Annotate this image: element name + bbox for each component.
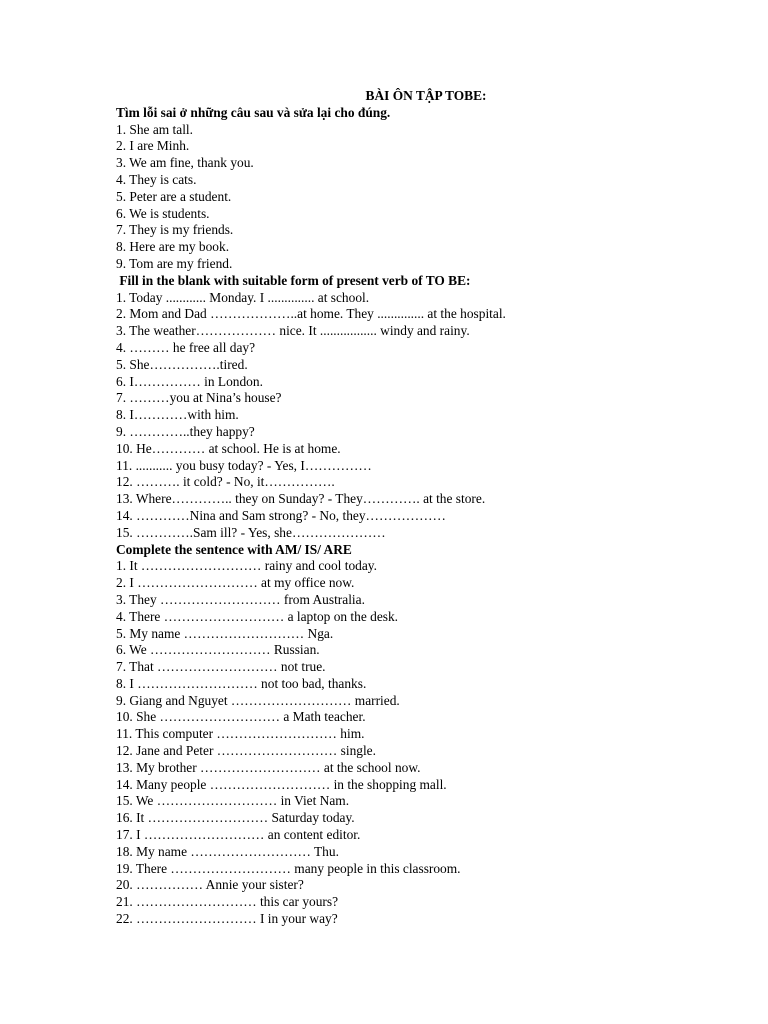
section3-item: 22. ……………………… I in your way? xyxy=(116,911,338,927)
section2-item: 3. The weather……………… nice. It ................. windy and rainy. xyxy=(116,323,470,339)
document-title xyxy=(116,88,736,105)
section3-item: 12. Jane and Peter ……………………… single. xyxy=(116,743,376,759)
section3-item: 4. There ……………………… a laptop on the desk. xyxy=(116,608,399,624)
section2-item: 10. He………… at school. He is at home. xyxy=(116,440,341,456)
section3-heading: Complete the sentence with AM/ IS/ ARE xyxy=(116,541,352,557)
section2-item: 7. ………you at Nina’s house? xyxy=(116,390,282,406)
section3-item: 11. This computer ……………………… him. xyxy=(116,726,365,742)
section2-heading: Fill in the blank with suitable form of present verb of TO BE: xyxy=(116,272,471,288)
section3-item: 7. That ……………………… not true. xyxy=(116,659,326,675)
section3-item: 20. …………… Annie your sister? xyxy=(116,877,304,893)
section3-item: 1. It ……………………… rainy and cool today. xyxy=(116,558,377,574)
section2-item: 1. Today ............ Monday. I .............. at school. xyxy=(116,289,370,305)
section3-item: 18. My name ……………………… Thu. xyxy=(116,843,339,859)
section3-list xyxy=(116,558,736,928)
section3-item: 6. We ……………………… Russian. xyxy=(116,642,320,658)
section2-list xyxy=(116,290,736,542)
section1-item: 5. Peter are a student. xyxy=(116,188,232,204)
section2-item: 5. She…………….tired. xyxy=(116,356,248,372)
section2-item: 8. I…………with him. xyxy=(116,407,239,423)
section3-item: 8. I ……………………… not too bad, thanks. xyxy=(116,675,367,691)
section2-item: 12. ………. it cold? - No, it……………. xyxy=(116,474,335,490)
title-text: BÀI ÔN TẬP TOBE: xyxy=(365,88,487,103)
section1-heading: Tìm lỗi sai ở những câu sau và sửa lại cho đúng. xyxy=(116,104,391,120)
section3-item: 16. It ……………………… Saturday today. xyxy=(116,810,355,826)
section1-item: 6. We is students. xyxy=(116,205,210,221)
section3-item: 15. We ……………………… in Viet Nam. xyxy=(116,793,350,809)
section2-item: 11. ........... you busy today? - Yes, I…………… xyxy=(116,457,372,473)
document-page xyxy=(116,88,736,928)
section3-item: 14. Many people ……………………… in the shopping mall. xyxy=(116,776,447,792)
section3-item: 3. They ……………………… from Australia. xyxy=(116,591,365,607)
section2-item: 2. Mom and Dad ………………..at home. They .............. at the hospital. xyxy=(116,306,506,322)
section2-item: 13. Where………….. they on Sunday? - They…………. at the store. xyxy=(116,491,486,507)
section2-item: 14. …………Nina and Sam strong? - No, they……………… xyxy=(116,507,446,523)
section1-item: 3. We am fine, thank you. xyxy=(116,155,254,171)
section1-item: 7. They is my friends. xyxy=(116,222,234,238)
section1-list xyxy=(116,122,736,273)
section1-item: 4. They is cats. xyxy=(116,171,197,187)
section1-item: 2. I are Minh. xyxy=(116,138,190,154)
section2-item: 9. …………..they happy? xyxy=(116,423,255,439)
section1-item: 8. Here are my book. xyxy=(116,239,230,255)
section3-item: 19. There ……………………… many people in this classroom. xyxy=(116,860,461,876)
section3-item: 17. I ……………………… an content editor. xyxy=(116,827,361,843)
section2-item: 4. ……… he free all day? xyxy=(116,339,256,355)
section2-item: 6. I…………… in London. xyxy=(116,373,263,389)
section1-item: 1. She am tall. xyxy=(116,121,193,137)
section3-item: 2. I ……………………… at my office now. xyxy=(116,575,355,591)
section3-item: 10. She ……………………… a Math teacher. xyxy=(116,709,366,725)
section3-item: 13. My brother ……………………… at the school now. xyxy=(116,759,421,775)
section1-item: 9. Tom are my friend. xyxy=(116,255,233,271)
section3-item: 21. ……………………… this car yours? xyxy=(116,894,339,910)
section3-item: 9. Giang and Nguyet ……………………… married. xyxy=(116,692,400,708)
section2-item: 15. ………….Sam ill? - Yes, she………………… xyxy=(116,524,386,540)
section3-item: 5. My name ……………………… Nga. xyxy=(116,625,334,641)
